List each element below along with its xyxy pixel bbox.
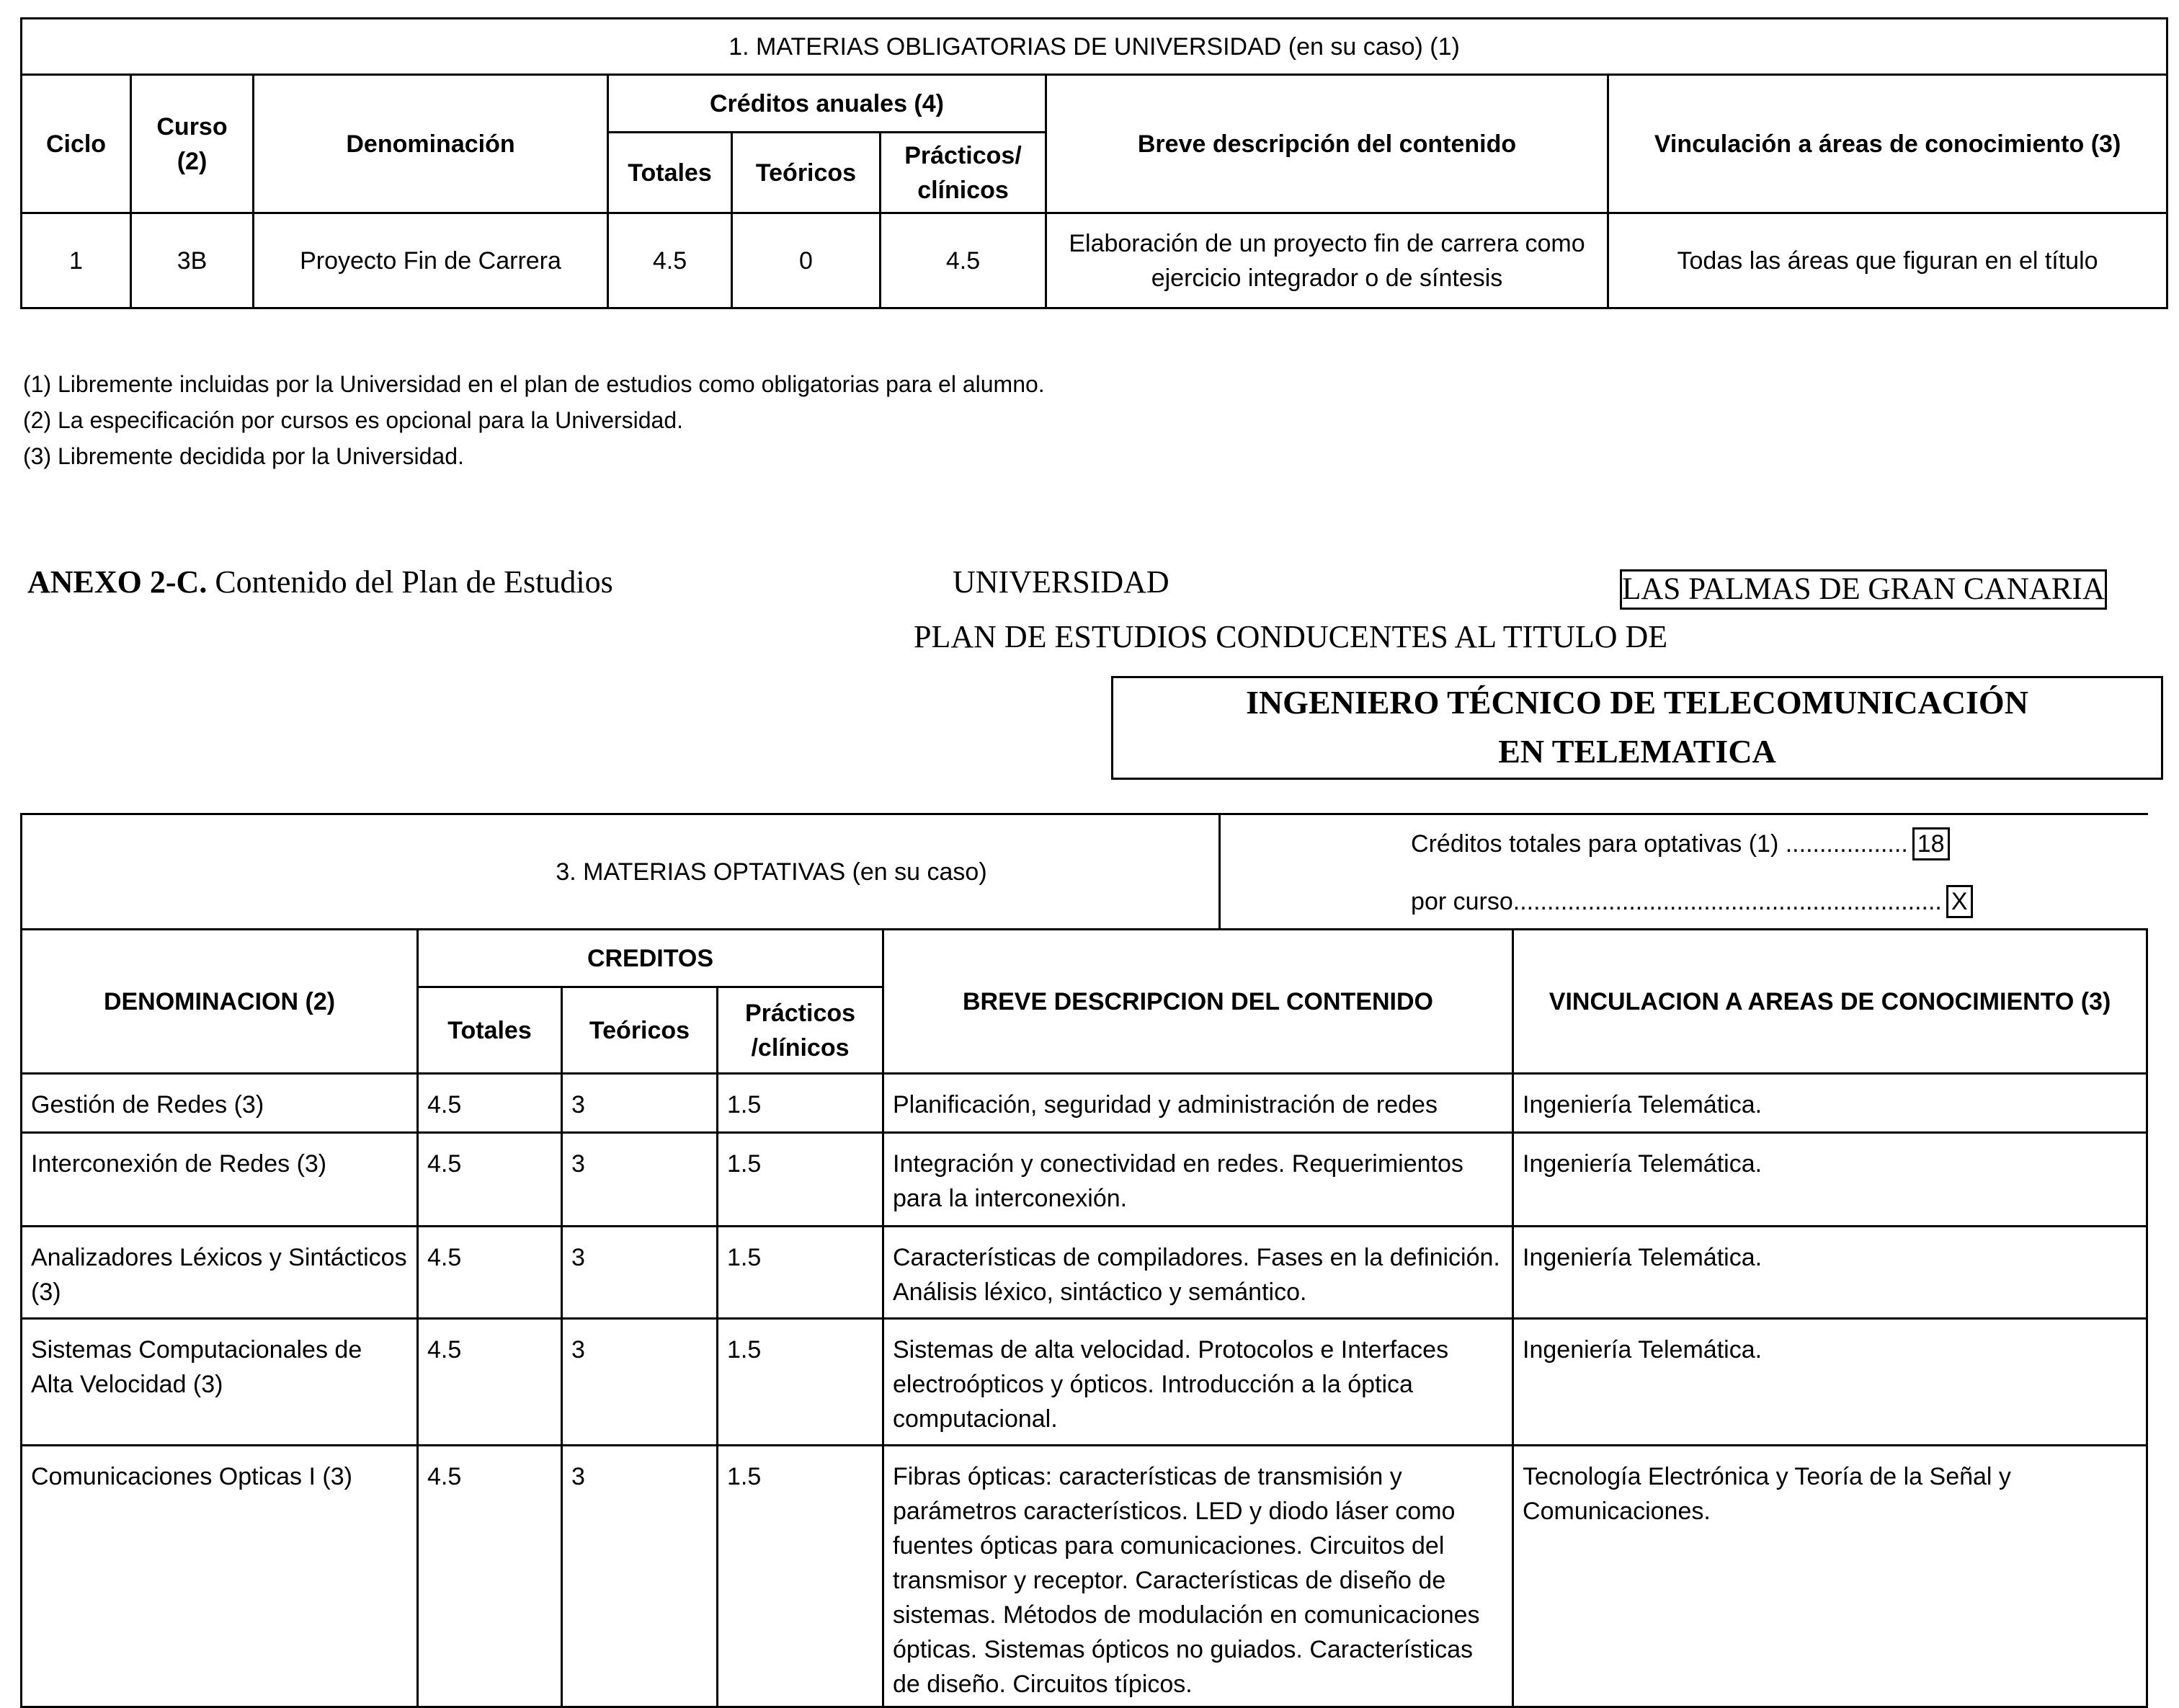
header-creditos: CREDITOS [418,930,883,987]
cell-curso: 3B [131,213,254,308]
cell-vinculacion: Ingeniería Telemática. [1513,1074,2147,1133]
cell-totales: 4.5 [418,1319,562,1446]
table-materias-obligatorias [20,17,2168,309]
anexo-text: Contenido del Plan de Estudios [207,564,613,600]
cell-totales: 4.5 [418,1133,562,1227]
titulo-box [1111,676,2163,780]
cell-teoricos: 3 [562,1133,718,1227]
table-row [22,1319,2147,1446]
cell-practicos: 4.5 [881,213,1046,308]
header-descripcion: Breve descripción del contenido [1046,75,1608,213]
table-materias-optativas [20,813,2148,1708]
cell-descripcion: Planificación, seguridad y administración de redes [883,1074,1513,1133]
table-row [22,1074,2147,1133]
header-totales: Totales [608,133,732,213]
cell-denominacion: Sistemas Computacionales de Alta Velocidad (3) [22,1319,418,1446]
plan-line: PLAN DE ESTUDIOS CONDUCENTES AL TITULO DE [914,619,1668,654]
header-vinculacion: Vinculación a áreas de conocimiento (3) [1608,75,2167,213]
header-denominacion: DENOMINACION (2) [22,930,418,1074]
creditos-totales-label: Créditos totales para optativas (1) .................. [1411,830,1908,858]
cell-vinculacion: Ingeniería Telemática. [1513,1227,2147,1319]
cell-teoricos: 3 [562,1319,718,1446]
header-teoricos: Teóricos [562,987,718,1074]
header-creditos-anuales: Créditos anuales (4) [608,75,1046,133]
universidad-name: LAS PALMAS DE GRAN CANARIA [1620,569,2107,610]
cell-denominacion: Comunicaciones Opticas I (3) [22,1446,418,1707]
cell-teoricos: 3 [562,1446,718,1707]
footnote-2: (2) La especificación por cursos es opcional para la Universidad. [23,407,684,433]
header-teoricos: Teóricos [732,133,881,213]
cell-practicos: 1.5 [718,1074,883,1133]
header-curso: Curso (2) [131,75,254,213]
cell-practicos: 1.5 [718,1227,883,1319]
table-row [22,1227,2147,1319]
cell-vinculacion: Ingeniería Telemática. [1513,1319,2147,1446]
cell-denominacion: Proyecto Fin de Carrera [254,213,608,308]
header-ciclo: Ciclo [22,75,131,213]
cell-denominacion: Gestión de Redes (3) [22,1074,418,1133]
cell-descripcion: Integración y conectividad en redes. Requerimientos para la interconexión. [883,1133,1513,1227]
table-row [22,1446,2147,1707]
cell-totales: 4.5 [418,1074,562,1133]
cell-descripcion: Fibras ópticas: características de transmisión y parámetros característicos. LED y diodo láser como fuentes ópticas para comunicaciones. Circuitos del transmisor y receptor. Características de diseño de sistemas. Métodos de modulación en comunicaciones ópticas. Sistemas ópticos no guiados. Características de diseño. Circuitos típicos. [883,1446,1513,1707]
cell-practicos: 1.5 [718,1319,883,1446]
cell-practicos: 1.5 [718,1446,883,1707]
creditos-totales-row [1411,815,2148,873]
table-row [22,213,2167,308]
table-row [22,1133,2147,1227]
header-vinculacion: VINCULACION A AREAS DE CONOCIMIENTO (3) [1513,930,2147,1074]
por-curso-label: por curso............................................................... [1411,888,1942,915]
creditos-totales-cell [1411,814,2147,930]
por-curso-row [1411,873,2148,930]
cell-practicos: 1.5 [718,1133,883,1227]
anexo-heading [27,564,613,600]
cell-vinculacion: Ingeniería Telemática. [1513,1133,2147,1227]
header-totales: Totales [418,987,562,1074]
table3-title: 3. MATERIAS OPTATIVAS (en su caso) [22,814,1513,930]
footnote-3: (3) Libremente decidida por la Universidad. [23,443,464,469]
cell-descripcion: Sistemas de alta velocidad. Protocolos e Interfaces electroópticos y ópticos. Introducción a la óptica computacional. [883,1319,1513,1446]
creditos-totales-panel [1218,815,2148,928]
cell-totales: 4.5 [608,213,732,308]
cell-totales: 4.5 [418,1227,562,1319]
footnotes [23,366,1045,474]
cell-teoricos: 3 [562,1227,718,1319]
titulo-line-1: INGENIERO TÉCNICO DE TELECOMUNICACIÓN [1246,684,2028,721]
anexo-label: ANEXO 2-C. [27,564,208,600]
cell-teoricos: 3 [562,1074,718,1133]
universidad-label: UNIVERSIDAD [953,564,1169,600]
cell-totales: 4.5 [418,1446,562,1707]
cell-descripcion: Características de compiladores. Fases en la definición. Análisis léxico, sintáctico y semántico. [883,1227,1513,1319]
cell-denominacion: Analizadores Léxicos y Sintácticos (3) [22,1227,418,1319]
header-practicos: Prácticos/ clínicos [881,133,1046,213]
table1-title: 1. MATERIAS OBLIGATORIAS DE UNIVERSIDAD (en su caso) (1) [22,19,2167,75]
cell-teoricos: 0 [732,213,881,308]
footnote-1: (1) Libremente incluidas por la Universidad en el plan de estudios como obligatorias para el alumno. [23,371,1045,397]
titulo-line-2: EN TELEMATICA [1498,733,1776,770]
cell-vinculacion: Tecnología Electrónica y Teoría de la Señal y Comunicaciones. [1513,1446,2147,1707]
por-curso-value: X [1946,885,1973,918]
header-practicos: Prácticos /clínicos [718,987,883,1074]
cell-vinculacion: Todas las áreas que figuran en el título [1608,213,2167,308]
cell-ciclo: 1 [22,213,131,308]
cell-descripcion: Elaboración de un proyecto fin de carrera como ejercicio integrador o de síntesis [1046,213,1608,308]
header-descripcion: BREVE DESCRIPCION DEL CONTENIDO [883,930,1513,1074]
cell-denominacion: Interconexión de Redes (3) [22,1133,418,1227]
creditos-totales-value: 18 [1912,827,1950,860]
header-denominacion: Denominación [254,75,608,213]
